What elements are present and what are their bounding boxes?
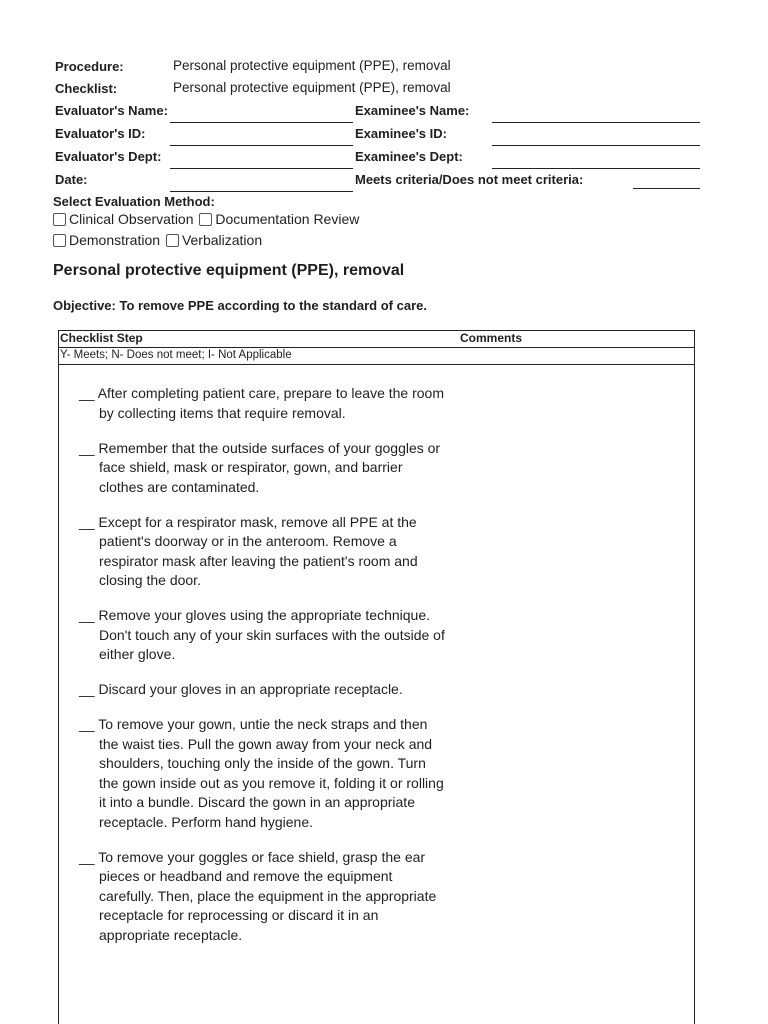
clinical-observation-option[interactable]: Clinical Observation xyxy=(53,211,194,227)
criteria-label: Meets criteria/Does not meet criteria: xyxy=(355,172,584,187)
checkbox-icon[interactable] xyxy=(166,234,179,247)
examinee-id-label: Examinee's ID: xyxy=(355,126,447,141)
checklist-step: __ Discard your gloves in an appropriate receptacle. xyxy=(79,681,403,697)
evaluator-id-field[interactable] xyxy=(170,145,353,146)
checkbox-icon[interactable] xyxy=(53,213,66,226)
evaluator-name-label: Evaluator's Name: xyxy=(55,103,168,118)
examinee-id-field[interactable] xyxy=(492,145,700,146)
checklist-value: Personal protective equipment (PPE), removal xyxy=(173,80,451,95)
demonstration-option[interactable]: Demonstration xyxy=(53,232,160,248)
procedure-value: Personal protective equipment (PPE), removal xyxy=(173,58,451,73)
checklist-step: __ After completing patient care, prepare to leave the room by collecting items that require removal. xyxy=(79,385,444,421)
checklist-step: __ Remove your gloves using the appropriate technique. Don't touch any of your skin surfaces with the outside of either glove. xyxy=(79,607,445,662)
checklist-step: __ To remove your goggles or face shield, grasp the ear pieces or headband and remove the equipment carefully. Then, place the equipment in the appropriate receptacle for reprocessing or discard it in an appropriate receptacle. xyxy=(79,848,437,943)
table-legend: Y- Meets; N- Does not meet; I- Not Applicable xyxy=(59,348,694,365)
column-header-checklist-step: Checklist Step xyxy=(60,331,143,345)
checklist-steps xyxy=(79,384,449,961)
date-label: Date: xyxy=(55,172,88,187)
evaluator-dept-field[interactable] xyxy=(170,168,353,169)
verbalization-option[interactable]: Verbalization xyxy=(166,232,262,248)
checklist-table xyxy=(58,330,695,1024)
examinee-dept-field[interactable] xyxy=(492,168,700,169)
date-field[interactable] xyxy=(170,191,353,192)
evaluator-dept-label: Evaluator's Dept: xyxy=(55,149,162,164)
criteria-field[interactable] xyxy=(633,188,700,189)
checkbox-icon[interactable] xyxy=(53,234,66,247)
checklist-step: __ Except for a respirator mask, remove all PPE at the patient's doorway or in the anteroom. Remove a respirator mask after leaving the patient's room and closing the door. xyxy=(79,513,418,588)
checklist-label: Checklist: xyxy=(55,81,118,96)
examinee-name-field[interactable] xyxy=(492,122,700,123)
evaluation-options-row-1 xyxy=(53,211,361,227)
evaluator-id-label: Evaluator's ID: xyxy=(55,126,146,141)
objective: Objective: To remove PPE according to the standard of care. xyxy=(53,298,427,313)
examinee-dept-label: Examinee's Dept: xyxy=(355,149,463,164)
evaluator-name-field[interactable] xyxy=(170,122,353,123)
page-title: Personal protective equipment (PPE), removal xyxy=(53,262,405,279)
documentation-review-option[interactable]: Documentation Review xyxy=(199,211,359,227)
checkbox-icon[interactable] xyxy=(199,213,212,226)
examinee-name-label: Examinee's Name: xyxy=(355,103,470,118)
table-header xyxy=(59,331,694,348)
procedure-label: Procedure: xyxy=(55,59,124,74)
evaluation-options-row-2 xyxy=(53,232,264,248)
evaluation-method-label: Select Evaluation Method: xyxy=(53,194,215,209)
checklist-step: __ To remove your gown, untie the neck straps and then the waist ties. Pull the gown away from your neck and shoulders, touching only the inside of the gown. Turn the gown inside out as you remove it, folding it or rolling it into a bundle. Discard the gown in an appropriate receptacle. Perform hand hygiene. xyxy=(79,716,444,830)
column-header-comments: Comments xyxy=(460,331,523,345)
checklist-step: __ Remember that the outside surfaces of your goggles or face shield, mask or respirator, gown, and barrier clothes are contaminated. xyxy=(79,439,441,495)
